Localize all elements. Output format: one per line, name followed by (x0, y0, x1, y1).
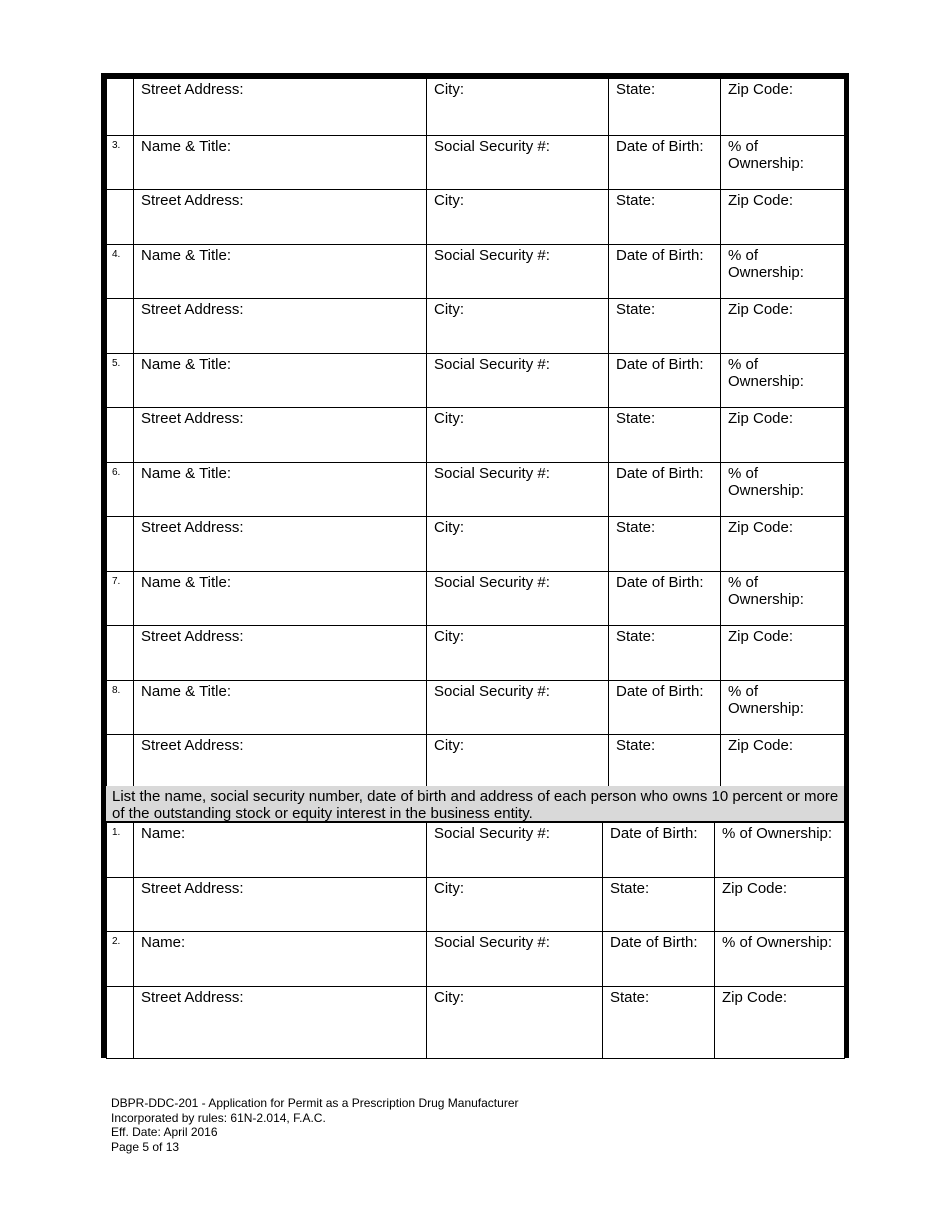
street-address-field-label: Street Address: (141, 989, 244, 1006)
name-title-field-label: Name & Title: (141, 683, 232, 700)
row-number (107, 463, 134, 517)
officer-name-row (107, 572, 845, 626)
dob-field[interactable] (609, 245, 721, 299)
zip-code-field[interactable] (721, 517, 845, 572)
state-field-label: State: (616, 519, 656, 536)
street-address-field[interactable] (134, 987, 427, 1059)
dob-field-label: Date of Birth: (610, 934, 698, 951)
street-address-field[interactable] (134, 878, 427, 932)
form-title: DBPR-DDC-201 - Application for Permit as a Prescription Drug Manufacturer (111, 1096, 519, 1110)
officer-name-row (107, 463, 845, 517)
street-address-field[interactable] (134, 190, 427, 245)
officer-address-row (107, 299, 845, 354)
ownership-field[interactable] (721, 136, 845, 190)
state-field-label: State: (616, 410, 656, 427)
ssn-field-label: Social Security #: (434, 934, 550, 951)
row-number (107, 681, 134, 735)
ssn-field[interactable] (427, 463, 609, 517)
row-number-blank (107, 735, 134, 790)
ownership-field[interactable] (715, 932, 845, 987)
state-field-label: State: (616, 737, 656, 754)
name-title-field-label: Name & Title: (141, 574, 232, 591)
ssn-field-label: Social Security #: (434, 356, 550, 373)
ssn-field[interactable] (427, 823, 603, 878)
ownership-label-line2: Ownership: (728, 155, 804, 172)
street-address-field[interactable] (134, 299, 427, 354)
name-title-field[interactable] (134, 463, 427, 517)
name-title-field[interactable] (134, 136, 427, 190)
owner-name-field[interactable] (134, 823, 427, 878)
city-field[interactable] (427, 517, 609, 572)
ownership-label-line1: % of (728, 574, 759, 591)
city-field-label: City: (434, 628, 464, 645)
street-address-field[interactable] (134, 517, 427, 572)
state-field[interactable] (609, 735, 721, 790)
row-number (107, 136, 134, 190)
page-number: Page 5 of 13 (111, 1139, 180, 1154)
street-address-field-label: Street Address: (141, 519, 244, 536)
ownership-label-line1: % of (728, 356, 759, 373)
owner-name-field[interactable] (134, 932, 427, 987)
ownership-label-line1: % of (728, 683, 759, 700)
ssn-field[interactable] (427, 354, 609, 408)
state-field-label: State: (616, 192, 656, 209)
officer-address-row (107, 79, 845, 136)
name-title-field-label: Name & Title: (141, 356, 232, 373)
city-field-label: City: (434, 410, 464, 427)
ssn-field-label: Social Security #: (434, 825, 550, 842)
dob-field-label: Date of Birth: (616, 683, 704, 700)
row-number (107, 245, 134, 299)
city-field-label: City: (434, 301, 464, 318)
row-number-blank (107, 878, 134, 932)
name-title-field[interactable] (134, 681, 427, 735)
ownership-label-line1: % of (728, 247, 759, 264)
dob-field-label: Date of Birth: (616, 465, 704, 482)
ownership-field[interactable] (721, 245, 845, 299)
street-address-field-label: Street Address: (141, 301, 244, 318)
row-number (107, 572, 134, 626)
ssn-field[interactable] (427, 572, 609, 626)
dob-field-label: Date of Birth: (616, 247, 704, 264)
zip-code-field-label: Zip Code: (728, 628, 794, 645)
ownership-label-line1: % of (728, 138, 759, 155)
name-title-field-label: Name & Title: (141, 138, 232, 155)
dob-field[interactable] (609, 463, 721, 517)
city-field-label: City: (434, 989, 464, 1006)
state-field[interactable] (609, 299, 721, 354)
dob-field[interactable] (603, 823, 715, 878)
ownership-field-label: % of Ownership: (722, 825, 833, 842)
city-field[interactable] (427, 299, 609, 354)
city-field[interactable] (427, 735, 609, 790)
dob-field[interactable] (609, 136, 721, 190)
state-field[interactable] (609, 626, 721, 681)
city-field-label: City: (434, 737, 464, 754)
zip-code-field-label: Zip Code: (728, 81, 794, 98)
street-address-field[interactable] (134, 626, 427, 681)
city-field[interactable] (427, 878, 603, 932)
state-field-label: State: (616, 81, 656, 98)
name-title-field-label: Name & Title: (141, 465, 232, 482)
state-field[interactable] (609, 517, 721, 572)
state-field-label: State: (610, 989, 650, 1006)
officer-address-row (107, 408, 845, 463)
ssn-field[interactable] (427, 932, 603, 987)
name-title-field[interactable] (134, 572, 427, 626)
effective-date: Eff. Date: April 2016 (111, 1125, 218, 1139)
city-field[interactable] (427, 626, 609, 681)
dob-field-label: Date of Birth: (616, 356, 704, 373)
city-field[interactable] (427, 987, 603, 1059)
owners-table (106, 822, 845, 1059)
city-field-label: City: (434, 519, 464, 536)
row-number-blank (107, 408, 134, 463)
row-number-label: 8. (112, 685, 121, 696)
dob-field[interactable] (603, 932, 715, 987)
street-address-field-label: Street Address: (141, 628, 244, 645)
officer-address-row (107, 735, 845, 790)
street-address-field-label: Street Address: (141, 880, 244, 897)
zip-code-field[interactable] (721, 190, 845, 245)
row-number (107, 354, 134, 408)
ownership-field[interactable] (715, 823, 845, 878)
officer-name-row (107, 136, 845, 190)
ownership-field[interactable] (721, 681, 845, 735)
ssn-field[interactable] (427, 245, 609, 299)
ownership-label-line2: Ownership: (728, 373, 804, 390)
officer-address-row (107, 626, 845, 681)
city-field[interactable] (427, 79, 609, 136)
zip-code-field-label: Zip Code: (722, 880, 788, 897)
row-number-label: 5. (112, 358, 121, 369)
city-field-label: City: (434, 81, 464, 98)
zip-code-field-label: Zip Code: (728, 737, 794, 754)
state-field[interactable] (609, 79, 721, 136)
row-number-blank (107, 299, 134, 354)
street-address-field[interactable] (134, 735, 427, 790)
row-number-label: 3. (112, 140, 121, 151)
ownership-field[interactable] (721, 354, 845, 408)
ssn-field-label: Social Security #: (434, 465, 550, 482)
zip-code-field-label: Zip Code: (722, 989, 788, 1006)
ssn-field-label: Social Security #: (434, 574, 550, 591)
ownership-field-label: % of Ownership: (722, 934, 833, 951)
dob-field-label: Date of Birth: (610, 825, 698, 842)
ownership-label-line2: Ownership: (728, 591, 804, 608)
officer-name-row (107, 245, 845, 299)
rules-reference: Incorporated by rules: 61N-2.014, F.A.C. (111, 1110, 326, 1125)
ownership-label-line1: % of (728, 465, 759, 482)
zip-code-field-label: Zip Code: (728, 301, 794, 318)
page-footer (111, 1096, 518, 1154)
zip-code-field[interactable] (721, 299, 845, 354)
state-field[interactable] (609, 190, 721, 245)
ownership-instructions: List the name, social security number, date of birth and address of each person who owns 10 percent or more of the outstanding stock or equity interest in the business entity. (106, 786, 844, 822)
row-number-label: 6. (112, 467, 121, 478)
owner-name-field-label: Name: (141, 934, 186, 951)
zip-code-field[interactable] (715, 987, 845, 1059)
street-address-field[interactable] (134, 408, 427, 463)
street-address-field[interactable] (134, 79, 427, 136)
zip-code-field[interactable] (715, 878, 845, 932)
dob-field[interactable] (609, 354, 721, 408)
dob-field-label: Date of Birth: (616, 138, 704, 155)
street-address-field-label: Street Address: (141, 192, 244, 209)
row-number (107, 932, 134, 987)
row-number (107, 823, 134, 878)
row-number-blank (107, 987, 134, 1059)
city-field-label: City: (434, 880, 464, 897)
name-title-field[interactable] (134, 245, 427, 299)
state-field[interactable] (603, 987, 715, 1059)
row-number-blank (107, 626, 134, 681)
state-field[interactable] (609, 408, 721, 463)
street-address-field-label: Street Address: (141, 410, 244, 427)
zip-code-field[interactable] (721, 79, 845, 136)
ssn-field-label: Social Security #: (434, 683, 550, 700)
owner-name-row (107, 823, 845, 878)
zip-code-field-label: Zip Code: (728, 192, 794, 209)
officer-address-row (107, 190, 845, 245)
dob-field[interactable] (609, 681, 721, 735)
ssn-field[interactable] (427, 136, 609, 190)
ownership-label-line2: Ownership: (728, 482, 804, 499)
row-number-blank (107, 79, 134, 136)
zip-code-field[interactable] (721, 626, 845, 681)
row-number-label: 7. (112, 576, 121, 587)
row-number-label: 1. (112, 827, 121, 838)
ownership-field[interactable] (721, 463, 845, 517)
ownership-label-line2: Ownership: (728, 264, 804, 281)
row-number-blank (107, 517, 134, 572)
city-field-label: City: (434, 192, 464, 209)
street-address-field-label: Street Address: (141, 737, 244, 754)
owner-name-field-label: Name: (141, 825, 186, 842)
state-field[interactable] (603, 878, 715, 932)
ssn-field-label: Social Security #: (434, 138, 550, 155)
row-number-label: 4. (112, 249, 121, 260)
zip-code-field-label: Zip Code: (728, 519, 794, 536)
city-field[interactable] (427, 408, 609, 463)
officer-address-row (107, 517, 845, 572)
row-number-blank (107, 190, 134, 245)
street-address-field-label: Street Address: (141, 81, 244, 98)
name-title-field[interactable] (134, 354, 427, 408)
ownership-field[interactable] (721, 572, 845, 626)
officer-name-row (107, 681, 845, 735)
ssn-field[interactable] (427, 681, 609, 735)
officer-name-row (107, 354, 845, 408)
dob-field[interactable] (609, 572, 721, 626)
city-field[interactable] (427, 190, 609, 245)
dob-field-label: Date of Birth: (616, 574, 704, 591)
state-field-label: State: (616, 301, 656, 318)
zip-code-field[interactable] (721, 735, 845, 790)
name-title-field-label: Name & Title: (141, 247, 232, 264)
owner-address-row (107, 878, 845, 932)
officers-table (106, 78, 845, 790)
row-number-label: 2. (112, 936, 121, 947)
owner-name-row (107, 932, 845, 987)
zip-code-field[interactable] (721, 408, 845, 463)
owner-address-row (107, 987, 845, 1059)
state-field-label: State: (610, 880, 650, 897)
zip-code-field-label: Zip Code: (728, 410, 794, 427)
ownership-label-line2: Ownership: (728, 700, 804, 717)
state-field-label: State: (616, 628, 656, 645)
ssn-field-label: Social Security #: (434, 247, 550, 264)
